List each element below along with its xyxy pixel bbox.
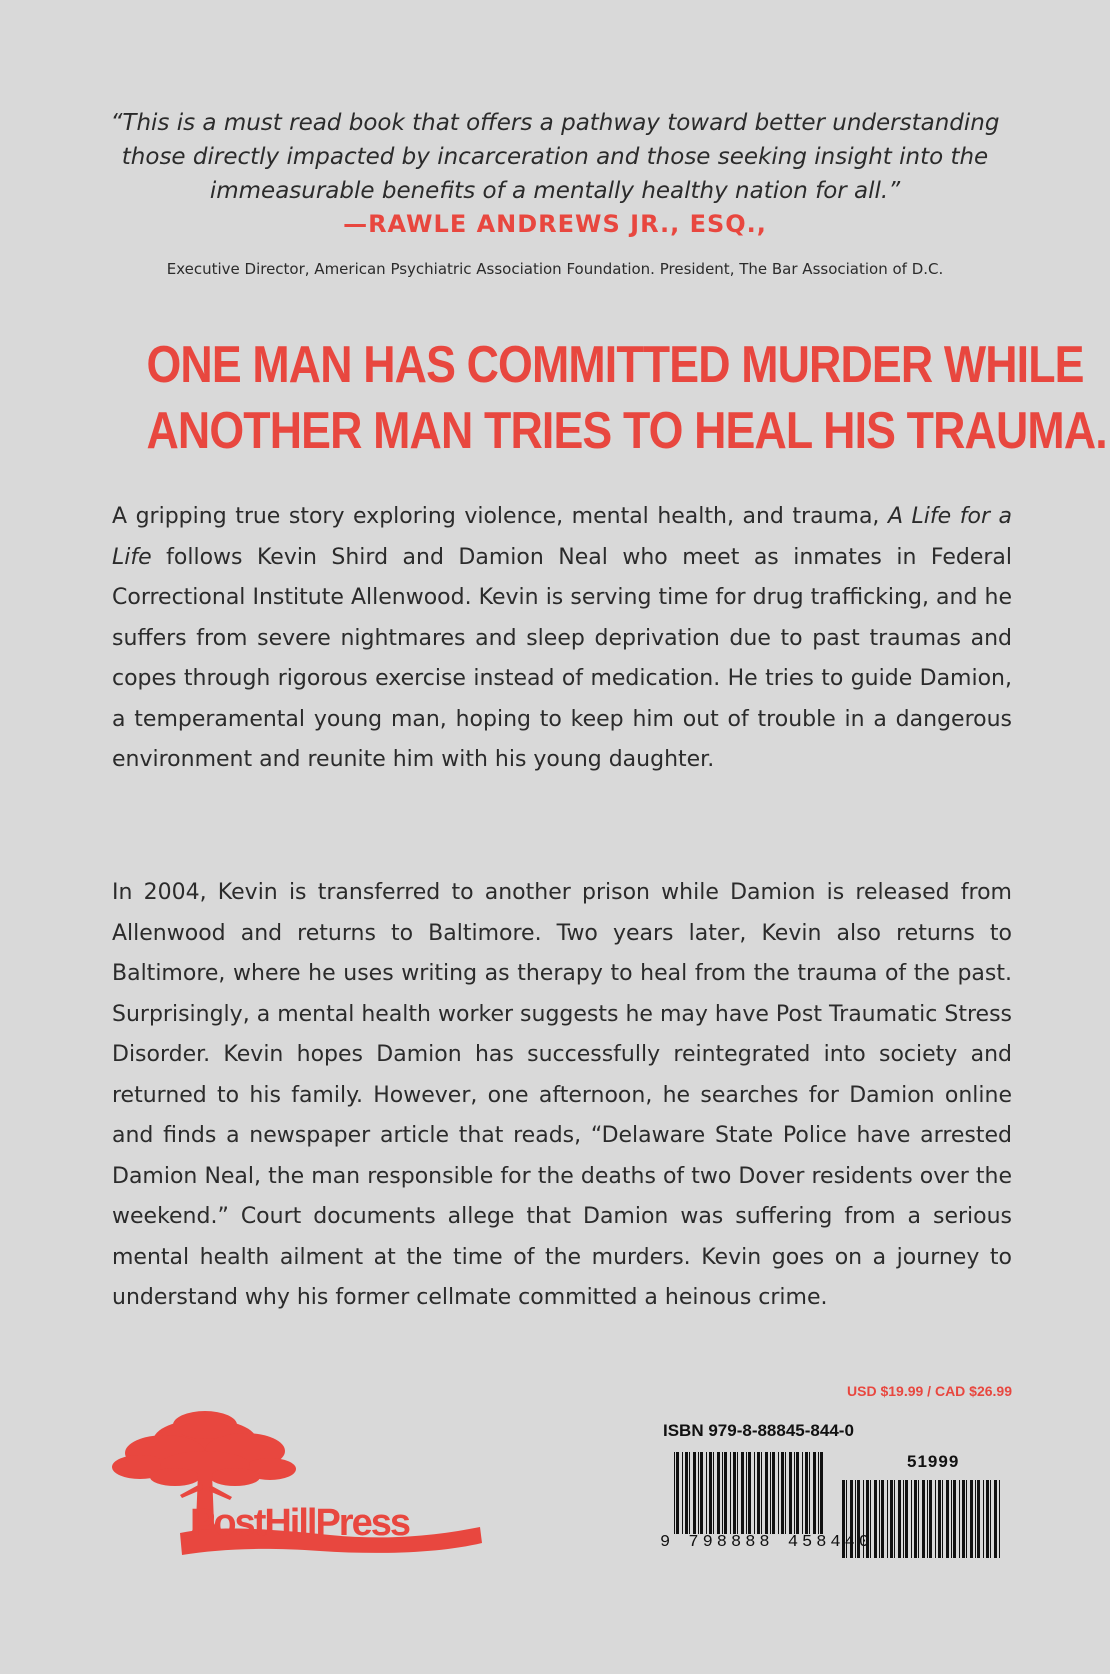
- barcode-bar: [754, 1452, 755, 1534]
- headline: [146, 332, 1107, 464]
- barcode-bar: [983, 1480, 984, 1558]
- book-title: A Life for a Life: [112, 504, 1013, 570]
- barcode-bar: [685, 1452, 688, 1534]
- barcode-bar: [818, 1452, 819, 1534]
- barcode-bar: [999, 1480, 1000, 1558]
- barcode-bar: [761, 1452, 762, 1534]
- barcode-bar: [966, 1480, 967, 1558]
- barcode-bar: [953, 1480, 956, 1558]
- barcode-bar: [770, 1452, 771, 1534]
- barcode-bar: [959, 1480, 960, 1558]
- barcode-bar: [938, 1480, 941, 1558]
- synopsis-intro: A gripping true story exploring violence, mental health, and trauma,: [112, 504, 888, 529]
- endorsement-quote: “This is a must read book that offers a pathway toward better understanding those directly impacted by incarceration and those seeking insight into the immeasurable benefits of a mentally healthy nation for all.”: [110, 110, 1000, 204]
- barcode-bar: [682, 1452, 683, 1534]
- barcode-bar: [935, 1480, 936, 1558]
- barcode-bar: [990, 1480, 991, 1558]
- barcode-bar: [914, 1480, 917, 1558]
- barcode-bar: [700, 1452, 703, 1534]
- barcode-bar: [789, 1452, 792, 1534]
- barcode-bar: [986, 1480, 989, 1558]
- barcode-bar: [890, 1480, 893, 1558]
- barcode-bar: [737, 1452, 738, 1534]
- barcode-bar: [785, 1452, 786, 1534]
- barcode-bar: [977, 1480, 980, 1558]
- synopsis-paragraph-1: [112, 497, 1012, 781]
- barcode-bar: [748, 1452, 751, 1534]
- barcode-bar: [781, 1452, 784, 1534]
- headline-line-1: ONE MAN HAS COMMITTED MURDER WHILE: [146, 336, 1084, 394]
- barcode-bar: [898, 1480, 901, 1558]
- publisher-logo-text: PostHillPress: [190, 1502, 409, 1544]
- barcode-bar: [741, 1452, 744, 1534]
- barcode-bar: [809, 1452, 810, 1534]
- barcode-bar: [802, 1452, 803, 1534]
- barcode-bar: [929, 1480, 932, 1558]
- ean-digits: 9 798888 458440: [660, 1533, 874, 1552]
- barcode-bar: [794, 1452, 795, 1534]
- barcode-bar: [903, 1480, 904, 1558]
- barcode-bar: [881, 1480, 884, 1558]
- barcode-bar: [674, 1452, 675, 1534]
- barcode-bar: [927, 1480, 928, 1558]
- barcode-bar: [994, 1480, 997, 1558]
- endorsement-author: —RAWLE ANDREWS JR., ESQ.,: [343, 210, 767, 238]
- barcode-bar: [805, 1452, 808, 1534]
- barcode-bar: [693, 1452, 696, 1534]
- barcode-bar: [918, 1480, 919, 1558]
- barcode-bar: [942, 1480, 943, 1558]
- price-label: USD $19.99 / CAD $26.99: [847, 1383, 1012, 1399]
- barcode-bar: [887, 1480, 888, 1558]
- barcode-bar: [709, 1452, 712, 1534]
- barcode-bar: [975, 1480, 976, 1558]
- barcode-bar: [706, 1452, 707, 1534]
- barcode-bar: [962, 1480, 965, 1558]
- barcode-bar: [724, 1452, 727, 1534]
- synopsis-paragraph-2: In 2004, Kevin is transferred to another prison while Damion is released from Allenwood and returns to Baltimore. Two years later, Kevin also returns to Baltimore, where he uses writing as therapy to heal from the trauma of the past. Surprisingly, a mental health worker suggests he may have Post Traumatic Stress Disorder. Kevin hopes Damion has successfully reintegrated into society and returned to his family. However, one afternoon, he searches for Damion online and finds a newspaper article that reads, “Delaware State Police have arrested Damion Neal, the man responsible for the deaths of two Dover residents over the weekend.” Court documents allege that Damion was suffering from a serious mental health ailment at the time of the murders. Kevin goes on a journey to understand why his former cellmate committed a heinous crime.: [112, 880, 1012, 1310]
- barcode-bar: [946, 1480, 949, 1558]
- barcode-bar: [922, 1480, 925, 1558]
- barcode-bar: [894, 1480, 895, 1558]
- barcode-bar: [796, 1452, 799, 1534]
- barcode-bar: [905, 1480, 908, 1558]
- barcode-bar: [733, 1452, 736, 1534]
- barcode-bar: [874, 1480, 877, 1558]
- barcode-bar: [757, 1452, 760, 1534]
- barcode-bar: [722, 1452, 723, 1534]
- synopsis-rest: follows Kevin Shird and Damion Neal who meet as inmates in Federal Correctional Institute Allenwood. Kevin is serving time for drug trafficking, and he suffers from severe nightmares and sleep deprivation due to past traumas and copes through rigorous exercise instead of medication. He tries to guide Damion, a temperamental young man, hoping to keep him out of trouble in a dangerous environment and reunite him with his young daughter.: [112, 544, 1012, 772]
- barcode-bar: [911, 1480, 912, 1558]
- barcode-bar: [765, 1452, 768, 1534]
- barcode-bar: [778, 1452, 779, 1534]
- barcode-bar: [813, 1452, 816, 1534]
- barcode-bar: [879, 1480, 880, 1558]
- headline-line-2: ANOTHER MAN TRIES TO HEAL HIS TRAUMA.: [146, 402, 1107, 460]
- barcode-bar: [689, 1452, 690, 1534]
- barcode-bar: [717, 1452, 720, 1534]
- barcode-bar: [730, 1452, 731, 1534]
- barcode-bar: [676, 1452, 679, 1534]
- isbn-label: ISBN 979-8-88845-844-0: [663, 1421, 854, 1440]
- barcode-bar: [820, 1452, 823, 1534]
- barcode-bar: [698, 1452, 699, 1534]
- barcode-bar: [772, 1452, 775, 1534]
- barcode-bar: [746, 1452, 747, 1534]
- price-code: 51999: [907, 1452, 960, 1471]
- barcode-bar: [970, 1480, 973, 1558]
- barcode-bar: [951, 1480, 952, 1558]
- endorsement-author-title: Executive Director, American Psychiatric Association Foundation. President, The Bar Association of D.C.: [166, 260, 944, 278]
- barcode-bar: [713, 1452, 714, 1534]
